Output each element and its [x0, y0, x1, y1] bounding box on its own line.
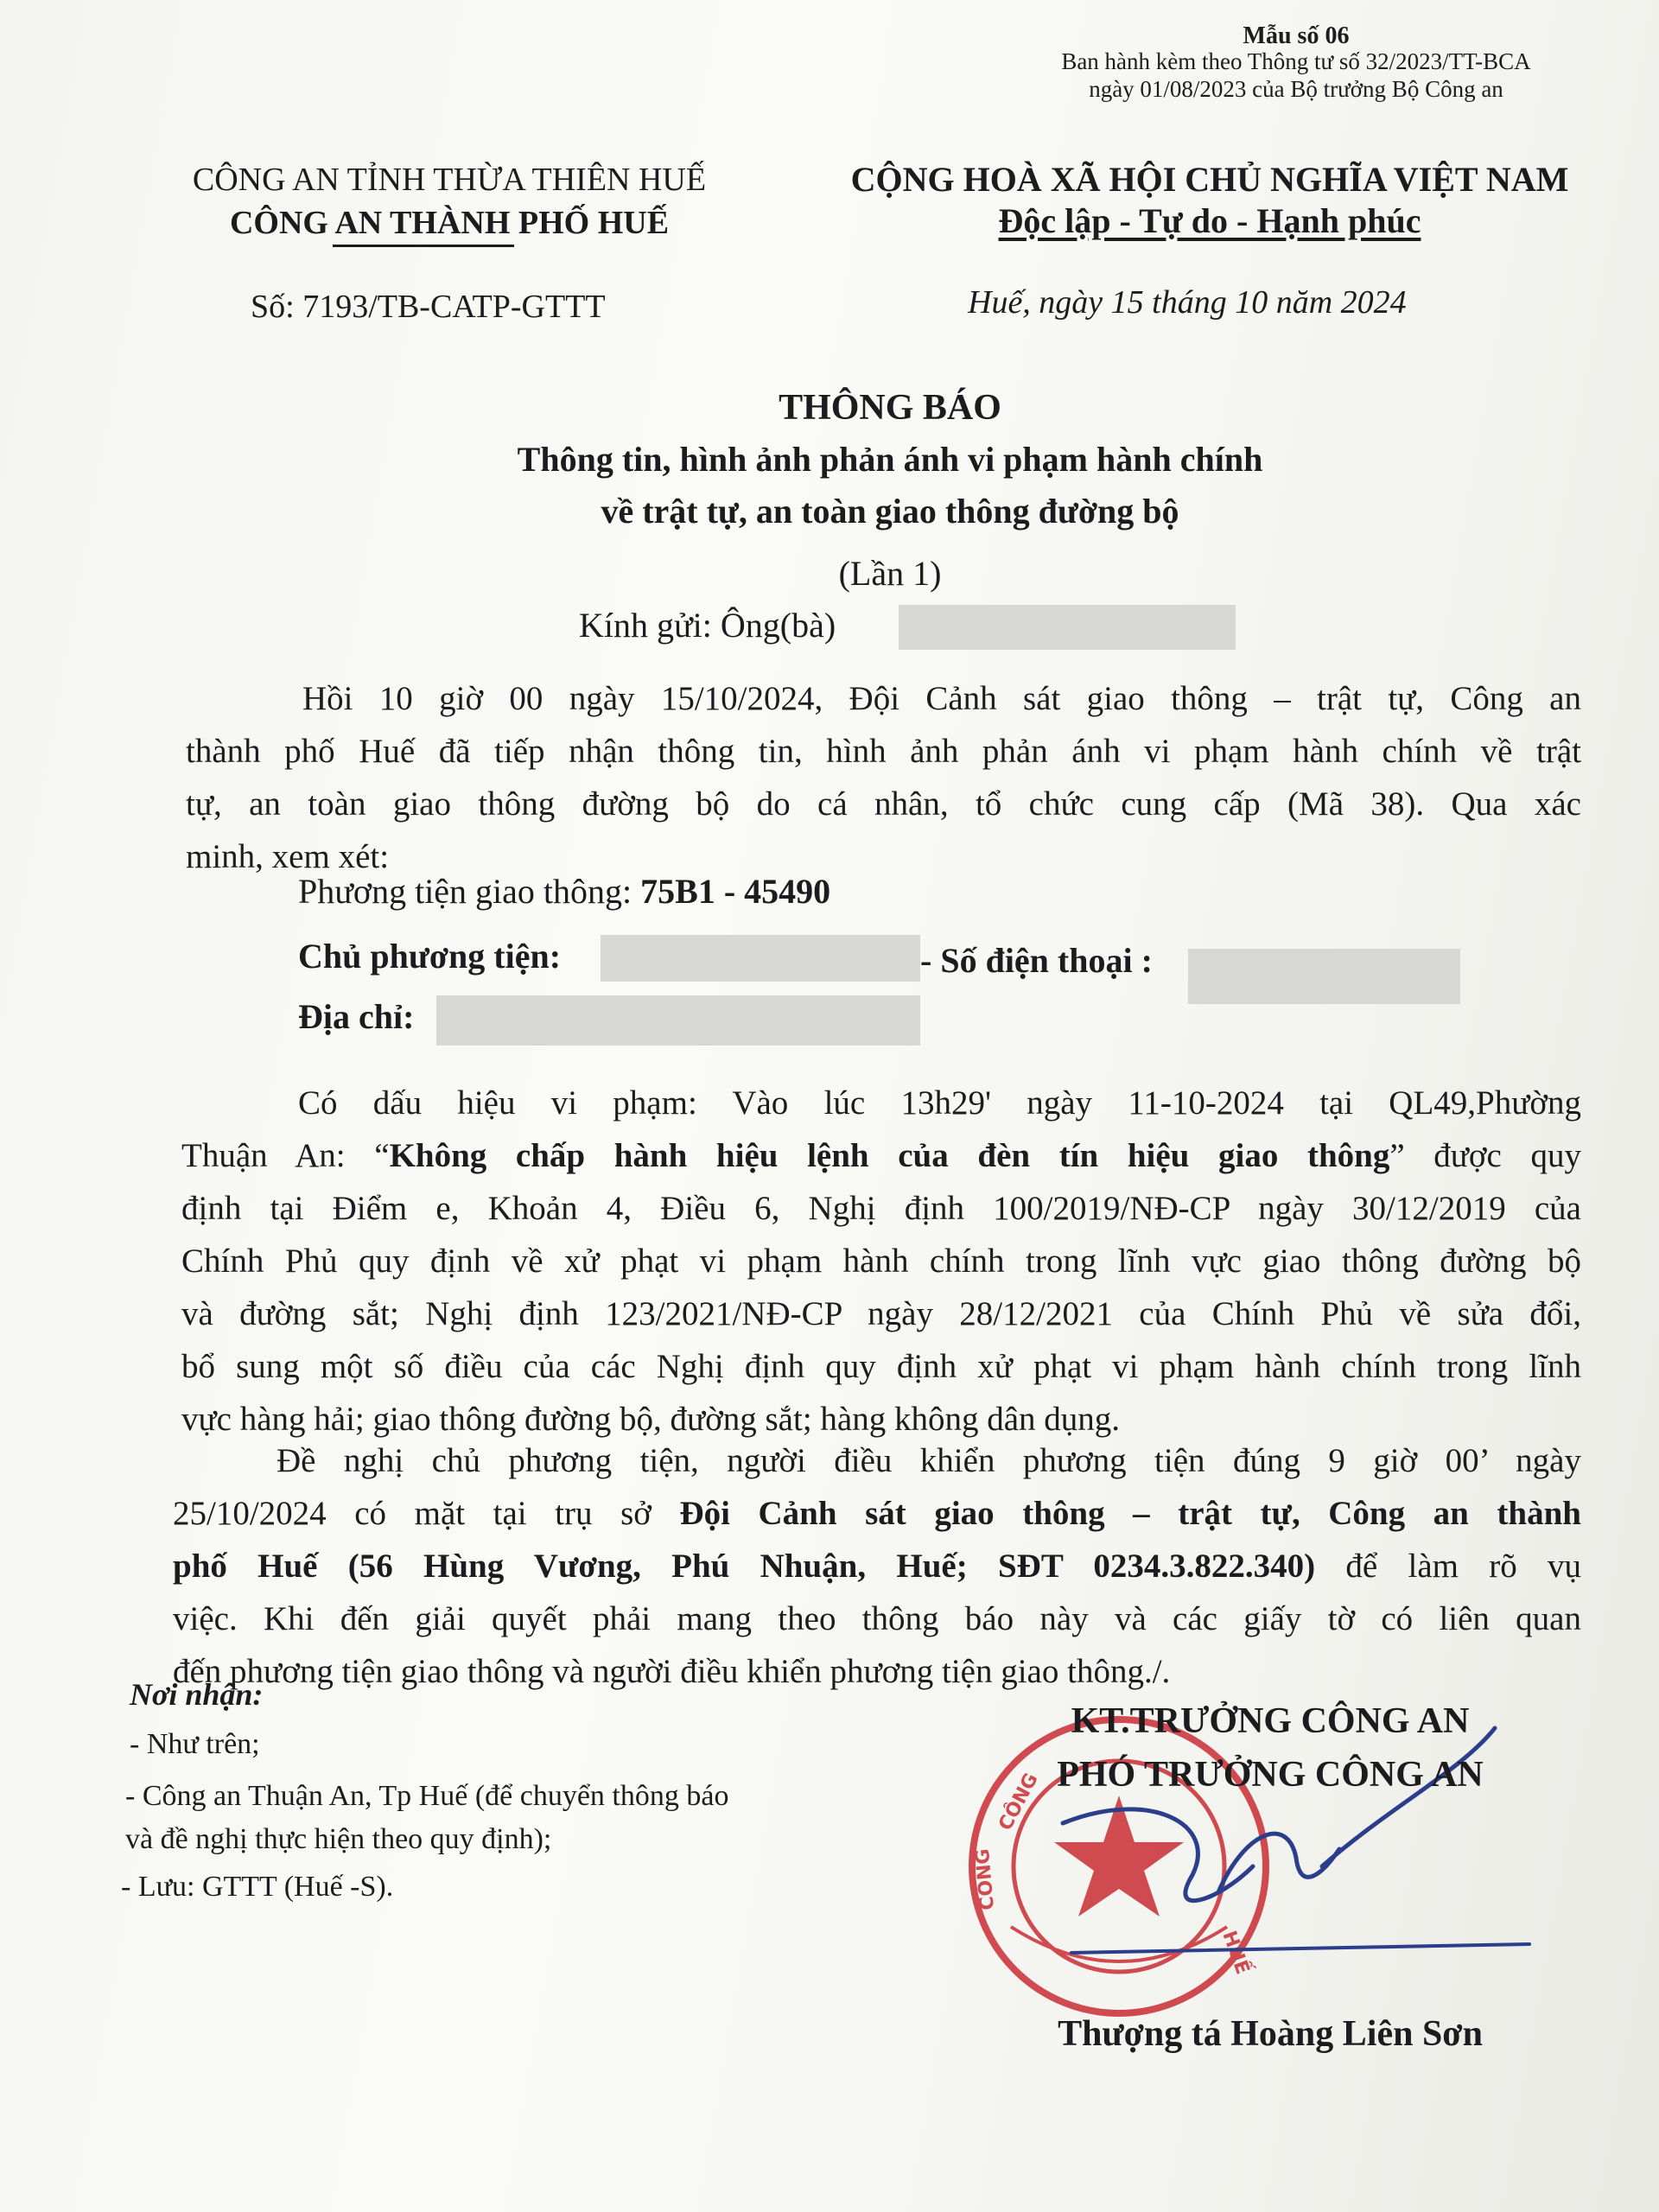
notice-title: THÔNG BÁO — [779, 388, 1001, 428]
signature-title-2: PHÓ TRƯỞNG CÔNG AN — [1057, 1755, 1484, 1795]
form-issued-date: ngày 01/08/2023 của Bộ trưởng Bộ Công an — [1089, 76, 1503, 102]
redacted-owner — [601, 935, 920, 982]
vehicle-label: Phương tiện giao thông: — [298, 872, 641, 911]
violation-line: và đường sắt; Nghị định 123/2021/NĐ-CP ngày 28/12/2021 của Chính Phủ về sửa đổi, — [181, 1295, 1581, 1332]
intro-line: tự, an toàn giao thông đường bộ do cá nhân, tổ chức cung cấp (Mã 38). Qua xác — [186, 785, 1581, 823]
nation-motto: Độc lập - Tự do - Hạnh phúc — [998, 201, 1421, 240]
redacted-phone — [1188, 949, 1460, 1004]
violation-offense: Không chấp hành hiệu lệnh của đèn tín hiệu giao thông — [389, 1137, 1390, 1174]
svg-text:CÔNG: CÔNG — [971, 1847, 999, 1911]
redacted-address — [436, 995, 920, 1046]
form-issued-by: Ban hành kèm theo Thông tư số 32/2023/TT-BCA — [1061, 48, 1531, 74]
vehicle-row — [298, 871, 830, 912]
request-address: phố Huế (56 Hùng Vương, Phú Nhuận, Huế; SĐT 0234.3.822.340) — [173, 1548, 1316, 1585]
violation-paragraph — [181, 1077, 1581, 1446]
violation-line: Chính Phủ quy định về xử phạt vi phạm hành chính trong lĩnh vực giao thông đường bộ — [181, 1243, 1581, 1280]
request-paragraph — [173, 1434, 1581, 1698]
recipient-item: và đề nghị thực hiện theo quy định); — [125, 1823, 552, 1855]
signer-name: Thượng tá Hoàng Liên Sơn — [1058, 2014, 1483, 2054]
recipient-item: - Như trên; — [130, 1728, 260, 1760]
violation-line: bổ sung một số điều của các Nghị định quy định xử phạt vi phạm hành chính trong lĩnh — [181, 1348, 1581, 1385]
intro-line: Hồi 10 giờ 00 ngày 15/10/2024, Đội Cảnh sát giao thông – trật tự, Công an — [302, 680, 1581, 717]
recipients-title: Nơi nhận: — [130, 1677, 264, 1712]
request-line: đến phương tiện giao thông và người điều khiển phương tiện giao thông./. — [173, 1653, 1171, 1690]
intro-line: thành phố Huế đã tiếp nhận thông tin, hình ảnh phản ánh vi phạm hành chính về trật — [186, 733, 1581, 770]
violation-line: Có dấu hiệu vi phạm: Vào lúc 13h29' ngày 11-10-2024 tại QL49,Phường — [298, 1084, 1581, 1122]
form-number: Mẫu số 06 — [1243, 22, 1350, 49]
notice-subtitle-1: Thông tin, hình ảnh phản ánh vi phạm hành chính — [517, 440, 1263, 479]
notice-subtitle-2: về trật tự, an toàn giao thông đường bộ — [601, 492, 1179, 531]
notice-round: (Lần 1) — [838, 554, 942, 593]
request-line: phố Huế (56 Hùng Vương, Phú Nhuận, Huế; SĐT 0234.3.822.340) để làm rõ vụ — [173, 1548, 1581, 1585]
request-line: 25/10/2024 có mặt tại trụ sở Đội Cảnh sát giao thông – trật tự, Công an thành — [173, 1495, 1581, 1532]
request-line: việc. Khi đến giải quyết phải mang theo thông báo này và các giấy tờ có liên quan — [173, 1600, 1581, 1637]
request-line: Đề nghị chủ phương tiện, người điều khiển phương tiện đúng 9 giờ 00’ ngày — [276, 1442, 1581, 1479]
addressee-label: Kính gửi: Ông(bà) — [579, 606, 836, 645]
recipient-item: - Lưu: GTTT (Huế -S). — [121, 1871, 394, 1903]
place-date: Huế, ngày 15 tháng 10 năm 2024 — [968, 284, 1407, 321]
violation-line: định tại Điểm e, Khoản 4, Điều 6, Nghị định 100/2019/NĐ-CP ngày 30/12/2019 của — [181, 1190, 1581, 1227]
svg-text:CÔNG: CÔNG — [995, 1770, 1043, 1834]
document-number: Số: 7193/TB-CATP-GTTT — [251, 289, 606, 325]
intro-line: minh, xem xét: — [186, 838, 390, 875]
redacted-recipient — [899, 605, 1236, 650]
phone-label: - Số điện thoại : — [920, 941, 1153, 980]
nation-name: CỘNG HOÀ XÃ HỘI CHỦ NGHĨA VIỆT NAM — [850, 160, 1569, 199]
vehicle-plate: 75B1 - 45490 — [640, 872, 831, 911]
agency-unit: CÔNG AN THÀNH PHỐ HUẾ — [229, 205, 670, 241]
violation-line: vực hàng hải; giao thông đường bộ, đường sắt; hàng không dân dụng. — [181, 1401, 1121, 1438]
agency-underline — [333, 245, 514, 247]
agency-parent: CÔNG AN TỈNH THỪA THIÊN HUẾ — [192, 162, 707, 198]
signature-title-1: KT.TRƯỞNG CÔNG AN — [1071, 1701, 1470, 1741]
address-label: Địa chỉ: — [298, 997, 415, 1036]
intro-paragraph — [186, 672, 1581, 883]
violation-line: Thuận An: “Không chấp hành hiệu lệnh của đèn tín hiệu giao thông” được quy — [181, 1137, 1581, 1174]
svg-text:HUẾ: HUẾ — [1217, 1928, 1254, 1978]
recipient-item: - Công an Thuận An, Tp Huế (để chuyển thông báo — [125, 1780, 729, 1812]
request-unit: Đội Cảnh sát giao thông – trật tự, Công an thành — [679, 1495, 1581, 1532]
owner-label: Chủ phương tiện: — [298, 937, 562, 976]
